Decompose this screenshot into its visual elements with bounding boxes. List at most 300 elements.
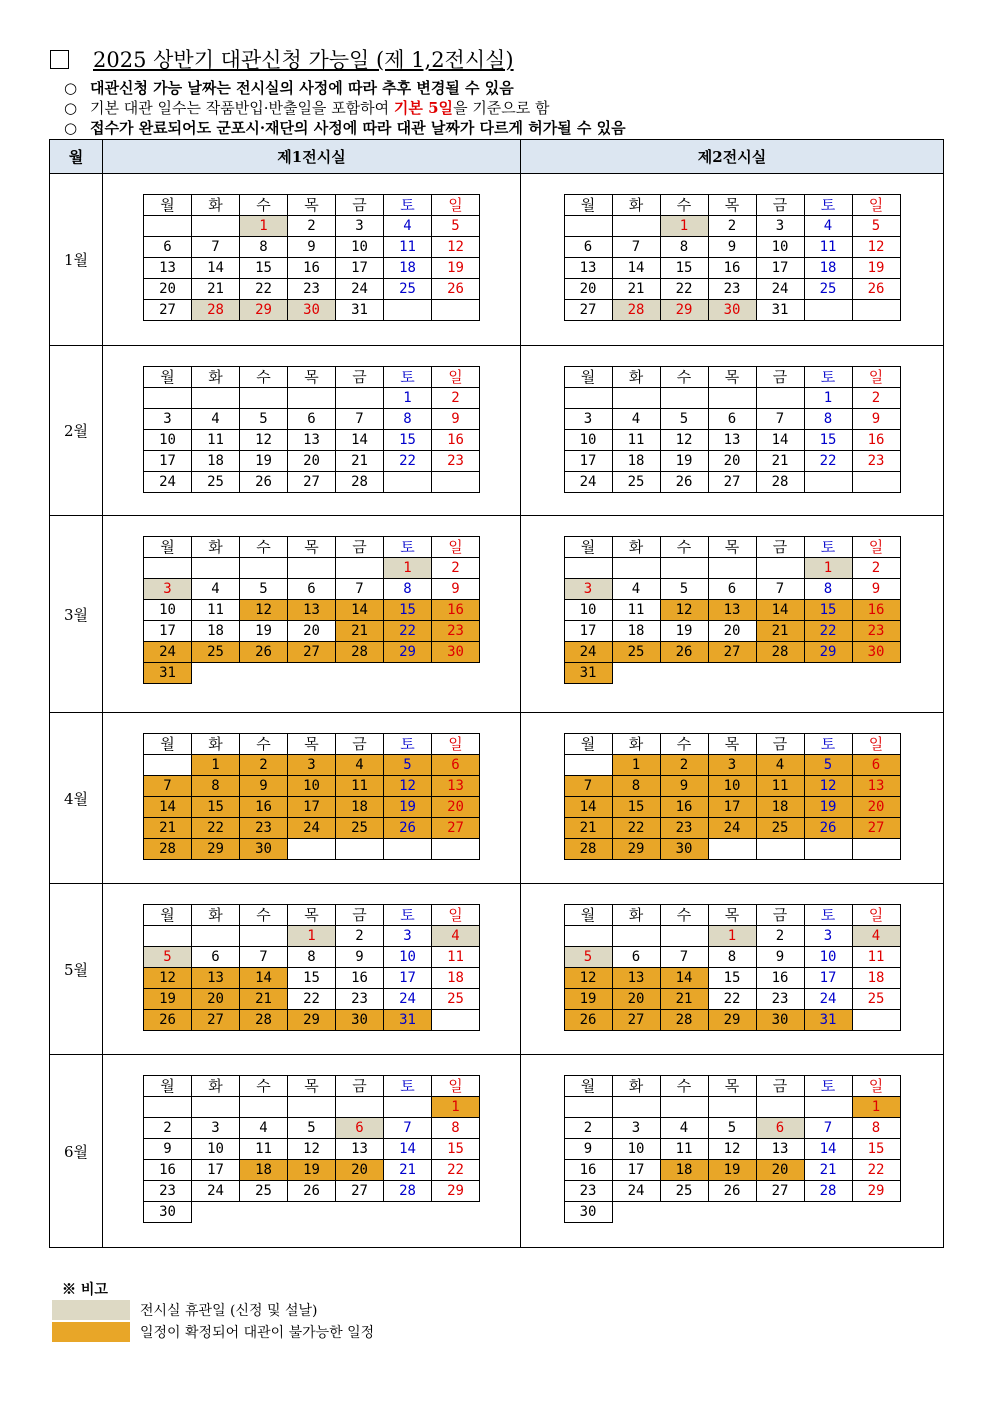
day-cell: 19 (144, 989, 192, 1010)
day-cell: 5 (288, 1118, 336, 1139)
day-cell: 27 (432, 818, 480, 839)
week-row (564, 1202, 900, 1223)
week-row (564, 818, 900, 839)
weekday-header: 수 (660, 734, 708, 755)
empty-day-cell (756, 558, 804, 579)
day-cell: 14 (336, 600, 384, 621)
weekday-header: 토 (384, 905, 432, 926)
weekday-header: 화 (612, 734, 660, 755)
day-cell: 1 (288, 926, 336, 947)
empty-day-cell (144, 755, 192, 776)
day-cell: 31 (756, 300, 804, 321)
day-cell: 6 (192, 947, 240, 968)
empty-day-cell (660, 1097, 708, 1118)
week-row (564, 1097, 900, 1118)
empty-day-cell (564, 926, 612, 947)
week-row (144, 300, 480, 321)
month-calendar (143, 536, 480, 684)
calendar-wrap (521, 346, 943, 515)
note-3 (64, 118, 626, 138)
day-cell: 25 (612, 472, 660, 493)
day-cell: 18 (240, 1160, 288, 1181)
weekday-header: 화 (192, 905, 240, 926)
weekday-header: 월 (564, 1076, 612, 1097)
day-cell: 23 (240, 818, 288, 839)
hall2-calendar-cell (521, 346, 944, 516)
week-row (564, 797, 900, 818)
week-row (564, 258, 900, 279)
weekday-row (564, 537, 900, 558)
day-cell: 5 (240, 579, 288, 600)
calendar-wrap (103, 1055, 520, 1247)
empty-day-cell (804, 839, 852, 860)
weekday-header: 금 (336, 1076, 384, 1097)
day-cell: 13 (288, 600, 336, 621)
week-row (564, 579, 900, 600)
empty-day-cell (708, 558, 756, 579)
weekday-row (564, 367, 900, 388)
page-title (50, 44, 514, 74)
week-row (144, 797, 480, 818)
day-cell: 28 (240, 1010, 288, 1031)
day-cell: 5 (660, 409, 708, 430)
calendar-wrap (521, 884, 943, 1054)
day-cell: 31 (384, 1010, 432, 1031)
weekday-header: 수 (660, 367, 708, 388)
empty-day-cell (432, 472, 480, 493)
day-cell: 20 (756, 1160, 804, 1181)
day-cell: 19 (804, 797, 852, 818)
day-cell: 26 (660, 472, 708, 493)
note-text-end: 을 기준으로 함 (453, 99, 550, 117)
empty-day-cell (336, 839, 384, 860)
empty-day-cell (240, 1097, 288, 1118)
week-row (564, 388, 900, 409)
circle-bullet-icon: ○ (64, 119, 78, 137)
day-cell: 2 (240, 755, 288, 776)
calendar-wrap (103, 713, 520, 883)
weekday-row (144, 1076, 480, 1097)
weekday-header: 금 (336, 195, 384, 216)
day-cell: 16 (852, 430, 900, 451)
note-text: 대관신청 가능 날짜는 전시실의 사정에 따라 추후 변경될 수 있음 (90, 79, 514, 97)
day-cell: 21 (240, 989, 288, 1010)
day-cell: 4 (612, 409, 660, 430)
day-cell: 10 (144, 430, 192, 451)
week-row (564, 1139, 900, 1160)
day-cell: 1 (804, 388, 852, 409)
weekday-header: 화 (612, 905, 660, 926)
weekday-header: 일 (852, 1076, 900, 1097)
day-cell: 28 (756, 642, 804, 663)
calendar-wrap (521, 174, 943, 345)
day-cell: 26 (432, 279, 480, 300)
week-row (564, 216, 900, 237)
day-cell: 23 (144, 1181, 192, 1202)
day-cell: 1 (192, 755, 240, 776)
day-cell: 9 (708, 237, 756, 258)
day-cell: 15 (384, 600, 432, 621)
day-cell: 11 (240, 1139, 288, 1160)
day-cell: 8 (852, 1118, 900, 1139)
day-cell: 24 (336, 279, 384, 300)
day-cell: 26 (852, 279, 900, 300)
calendar-wrap (521, 1055, 943, 1247)
day-cell: 13 (432, 776, 480, 797)
day-cell: 25 (336, 818, 384, 839)
day-cell: 6 (144, 237, 192, 258)
day-cell: 8 (240, 237, 288, 258)
day-cell: 24 (384, 989, 432, 1010)
day-cell: 4 (192, 409, 240, 430)
empty-day-cell (144, 388, 192, 409)
blank-filler (612, 663, 900, 684)
day-cell: 15 (660, 258, 708, 279)
month-row (50, 884, 944, 1055)
day-cell: 16 (288, 258, 336, 279)
day-cell: 4 (660, 1118, 708, 1139)
day-cell: 19 (660, 451, 708, 472)
month-row (50, 516, 944, 713)
day-cell: 19 (384, 797, 432, 818)
day-cell: 19 (564, 989, 612, 1010)
weekday-row (144, 734, 480, 755)
booked-swatch (52, 1322, 130, 1342)
empty-day-cell (660, 926, 708, 947)
day-cell: 12 (660, 600, 708, 621)
day-cell: 6 (708, 409, 756, 430)
empty-day-cell (288, 388, 336, 409)
weekday-header: 일 (432, 1076, 480, 1097)
week-row (144, 621, 480, 642)
day-cell: 8 (192, 776, 240, 797)
week-row (144, 968, 480, 989)
day-cell: 1 (240, 216, 288, 237)
day-cell: 28 (660, 1010, 708, 1031)
day-cell: 12 (708, 1139, 756, 1160)
weekday-header: 금 (756, 367, 804, 388)
day-cell: 27 (336, 1181, 384, 1202)
note-text: 기본 대관 일수는 작품반입·반출일을 포함하여 (90, 99, 394, 117)
day-cell: 17 (288, 797, 336, 818)
day-cell: 22 (384, 621, 432, 642)
weekday-header: 목 (288, 195, 336, 216)
weekday-header: 토 (804, 905, 852, 926)
circle-bullet-icon: ○ (64, 99, 78, 117)
day-cell: 27 (192, 1010, 240, 1031)
month-label: 6월 (50, 1055, 103, 1248)
day-cell: 3 (804, 926, 852, 947)
month-row (50, 1055, 944, 1248)
day-cell: 4 (756, 755, 804, 776)
empty-day-cell (192, 1097, 240, 1118)
day-cell: 6 (756, 1118, 804, 1139)
day-cell: 19 (708, 1160, 756, 1181)
day-cell: 7 (756, 579, 804, 600)
weekday-header: 토 (804, 537, 852, 558)
day-cell: 7 (336, 579, 384, 600)
day-cell: 22 (612, 818, 660, 839)
day-cell: 12 (240, 600, 288, 621)
day-cell: 18 (192, 621, 240, 642)
note-2 (64, 98, 626, 118)
week-row (564, 968, 900, 989)
day-cell: 3 (564, 579, 612, 600)
week-row (144, 451, 480, 472)
day-cell: 2 (432, 558, 480, 579)
hall1-calendar-cell (103, 1055, 521, 1248)
weekday-header: 토 (804, 734, 852, 755)
day-cell: 15 (708, 968, 756, 989)
day-cell: 8 (804, 409, 852, 430)
weekday-header: 토 (384, 195, 432, 216)
weekday-header: 목 (288, 734, 336, 755)
day-cell: 24 (288, 818, 336, 839)
legend (52, 1279, 374, 1343)
day-cell: 18 (756, 797, 804, 818)
day-cell: 10 (192, 1139, 240, 1160)
empty-day-cell (336, 1097, 384, 1118)
day-cell: 24 (612, 1181, 660, 1202)
note-text: 접수가 완료되어도 군포시·재단의 사정에 따라 대관 날짜가 다르게 허가될 수 있음 (90, 119, 626, 137)
day-cell: 10 (384, 947, 432, 968)
weekday-header: 토 (804, 195, 852, 216)
day-cell: 21 (336, 451, 384, 472)
weekday-header: 일 (432, 367, 480, 388)
month-label: 4월 (50, 713, 103, 884)
weekday-header: 토 (804, 1076, 852, 1097)
header-row (50, 140, 944, 174)
day-cell: 8 (384, 409, 432, 430)
weekday-header: 토 (384, 1076, 432, 1097)
note-1 (64, 78, 626, 98)
day-cell: 28 (756, 472, 804, 493)
empty-day-cell (432, 300, 480, 321)
day-cell: 10 (756, 237, 804, 258)
day-cell: 25 (660, 1181, 708, 1202)
month-calendar (564, 194, 901, 321)
day-cell: 5 (564, 947, 612, 968)
weekday-header: 수 (240, 905, 288, 926)
day-cell: 9 (336, 947, 384, 968)
day-cell: 25 (384, 279, 432, 300)
day-cell: 4 (240, 1118, 288, 1139)
month-row (50, 713, 944, 884)
day-cell: 16 (432, 430, 480, 451)
day-cell: 2 (288, 216, 336, 237)
day-cell: 18 (336, 797, 384, 818)
hall2-calendar-cell (521, 884, 944, 1055)
empty-day-cell (852, 839, 900, 860)
weekday-header: 목 (708, 734, 756, 755)
day-cell: 2 (336, 926, 384, 947)
weekday-header: 일 (432, 537, 480, 558)
weekday-header: 월 (564, 734, 612, 755)
weekday-header: 월 (564, 195, 612, 216)
day-cell: 16 (336, 968, 384, 989)
day-cell: 21 (612, 279, 660, 300)
day-cell: 8 (432, 1118, 480, 1139)
day-cell: 3 (384, 926, 432, 947)
empty-day-cell (384, 1097, 432, 1118)
day-cell: 7 (384, 1118, 432, 1139)
week-row (144, 279, 480, 300)
empty-day-cell (384, 300, 432, 321)
day-cell: 7 (144, 776, 192, 797)
day-cell: 6 (708, 579, 756, 600)
day-cell: 29 (192, 839, 240, 860)
day-cell: 18 (852, 968, 900, 989)
week-row (564, 839, 900, 860)
weekday-row (564, 734, 900, 755)
week-row (144, 1160, 480, 1181)
day-cell: 12 (432, 237, 480, 258)
day-cell: 5 (144, 947, 192, 968)
day-cell: 26 (804, 818, 852, 839)
day-cell: 16 (756, 968, 804, 989)
day-cell: 11 (432, 947, 480, 968)
day-cell: 11 (192, 600, 240, 621)
day-cell: 4 (432, 926, 480, 947)
empty-day-cell (192, 926, 240, 947)
empty-day-cell (804, 472, 852, 493)
day-cell: 1 (384, 388, 432, 409)
day-cell: 18 (612, 621, 660, 642)
day-cell: 29 (660, 300, 708, 321)
day-cell: 14 (612, 258, 660, 279)
empty-day-cell (756, 839, 804, 860)
weekday-header: 일 (852, 195, 900, 216)
day-cell: 5 (384, 755, 432, 776)
weekday-header: 목 (288, 1076, 336, 1097)
day-cell: 28 (804, 1181, 852, 1202)
weekday-header: 수 (660, 1076, 708, 1097)
day-cell: 22 (192, 818, 240, 839)
day-cell: 27 (708, 642, 756, 663)
day-cell: 4 (612, 579, 660, 600)
day-cell: 19 (432, 258, 480, 279)
day-cell: 26 (660, 642, 708, 663)
day-cell: 4 (192, 579, 240, 600)
day-cell: 10 (708, 776, 756, 797)
weekday-header: 금 (756, 1076, 804, 1097)
day-cell: 3 (144, 579, 192, 600)
day-cell: 20 (564, 279, 612, 300)
empty-day-cell (804, 1097, 852, 1118)
day-cell: 24 (708, 818, 756, 839)
day-cell: 27 (288, 472, 336, 493)
week-row (144, 776, 480, 797)
day-cell: 7 (612, 237, 660, 258)
day-cell: 22 (288, 989, 336, 1010)
day-cell: 17 (384, 968, 432, 989)
day-cell: 14 (336, 430, 384, 451)
month-calendar (143, 194, 480, 321)
day-cell: 5 (240, 409, 288, 430)
empty-day-cell (756, 388, 804, 409)
weekday-header: 화 (612, 1076, 660, 1097)
day-cell: 9 (660, 776, 708, 797)
day-cell: 2 (660, 755, 708, 776)
day-cell: 28 (336, 642, 384, 663)
day-cell: 30 (336, 1010, 384, 1031)
day-cell: 15 (384, 430, 432, 451)
day-cell: 25 (240, 1181, 288, 1202)
day-cell: 11 (336, 776, 384, 797)
day-cell: 31 (144, 663, 192, 684)
hall1-calendar-cell (103, 346, 521, 516)
empty-day-cell (288, 1097, 336, 1118)
week-row (144, 472, 480, 493)
day-cell: 21 (384, 1160, 432, 1181)
day-cell: 13 (708, 600, 756, 621)
day-cell: 26 (708, 1181, 756, 1202)
weekday-header: 수 (240, 734, 288, 755)
day-cell: 14 (756, 430, 804, 451)
day-cell: 10 (804, 947, 852, 968)
calendar-wrap (103, 174, 520, 345)
day-cell: 3 (564, 409, 612, 430)
day-cell: 11 (612, 430, 660, 451)
day-cell: 14 (240, 968, 288, 989)
weekday-header: 화 (192, 195, 240, 216)
day-cell: 3 (756, 216, 804, 237)
day-cell: 18 (660, 1160, 708, 1181)
weekday-header: 일 (852, 905, 900, 926)
weekday-row (144, 195, 480, 216)
day-cell: 13 (192, 968, 240, 989)
empty-day-cell (564, 388, 612, 409)
holiday-swatch (52, 1300, 130, 1320)
day-cell: 27 (852, 818, 900, 839)
day-cell: 13 (564, 258, 612, 279)
day-cell: 23 (756, 989, 804, 1010)
empty-day-cell (288, 839, 336, 860)
day-cell: 14 (564, 797, 612, 818)
weekday-header: 목 (708, 195, 756, 216)
day-cell: 13 (708, 430, 756, 451)
day-cell: 22 (660, 279, 708, 300)
day-cell: 5 (852, 216, 900, 237)
title-text: 2025 상반기 대관신청 가능일 (제 1,2전시실) (93, 48, 514, 72)
day-cell: 27 (708, 472, 756, 493)
empty-day-cell (336, 558, 384, 579)
day-cell: 17 (192, 1160, 240, 1181)
day-cell: 20 (288, 621, 336, 642)
day-cell: 7 (192, 237, 240, 258)
day-cell: 29 (612, 839, 660, 860)
legend-label: 일정이 확정되어 대관이 불가능한 일정 (140, 1325, 375, 1341)
month-label: 1월 (50, 174, 103, 346)
day-cell: 17 (708, 797, 756, 818)
day-cell: 26 (384, 818, 432, 839)
day-cell: 5 (708, 1118, 756, 1139)
day-cell: 12 (384, 776, 432, 797)
day-cell: 30 (756, 1010, 804, 1031)
day-cell: 30 (288, 300, 336, 321)
day-cell: 6 (432, 755, 480, 776)
weekday-header: 화 (612, 367, 660, 388)
hall2-calendar-cell (521, 516, 944, 713)
week-row (564, 926, 900, 947)
day-cell: 3 (612, 1118, 660, 1139)
day-cell: 1 (708, 926, 756, 947)
day-cell: 29 (432, 1181, 480, 1202)
weekday-row (564, 905, 900, 926)
day-cell: 2 (708, 216, 756, 237)
day-cell: 25 (192, 472, 240, 493)
note-emphasis: 기본 5일 (393, 99, 454, 117)
